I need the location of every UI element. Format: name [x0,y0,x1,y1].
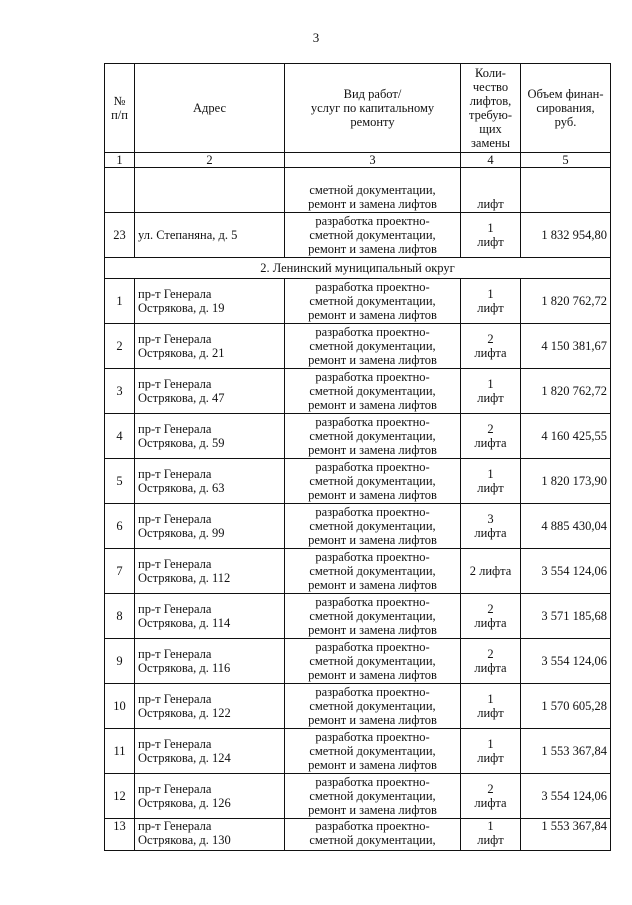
cell-work: разработка проектно- сметной документации, ремонт и замена лифтов [285,549,461,594]
cell-num: 2 [105,324,135,369]
cell-address: пр-т Генерала Острякова, д. 21 [135,324,285,369]
table-row [105,729,611,774]
cell-lifts: 2 лифта [461,594,521,639]
column-number: 2 [135,153,285,168]
financing-table [104,63,611,851]
cell-lifts: 1 лифт [461,279,521,324]
header-work: Вид работ/ услуг по капитальному ремонту [285,64,461,153]
header-address: Адрес [135,64,285,153]
cell-amount: 1 820 762,72 [521,369,611,414]
column-number-row [105,153,611,168]
cell-address: пр-т Генерала Острякова, д. 59 [135,414,285,459]
cell-work: разработка проектно- сметной документации, ремонт и замена лифтов [285,324,461,369]
cell-lifts: 2 лифта [461,414,521,459]
cell-lifts: 1 лифт [461,819,521,851]
cell-address: пр-т Генерала Острякова, д. 47 [135,369,285,414]
cell-work: разработка проектно- сметной документации, ремонт и замена лифтов [285,459,461,504]
cell-num: 6 [105,504,135,549]
cell-address: пр-т Генерала Острякова, д. 126 [135,774,285,819]
cell-lifts: лифт [461,168,521,213]
cell-address: пр-т Генерала Острякова, д. 112 [135,549,285,594]
header-amount: Объем финан- сирования, руб. [521,64,611,153]
cell-work: разработка проектно- сметной документации, ремонт и замена лифтов [285,369,461,414]
table-row [105,279,611,324]
cell-address: пр-т Генерала Острякова, д. 116 [135,639,285,684]
cell-num: 3 [105,369,135,414]
cell-work: разработка проектно- сметной документации, ремонт и замена лифтов [285,774,461,819]
cell-lifts: 2 лифта [461,639,521,684]
cell-lifts: 1 лифт [461,369,521,414]
cell-address [135,168,285,213]
cell-address: пр-т Генерала Острякова, д. 114 [135,594,285,639]
cell-work: разработка проектно- сметной документации, ремонт и замена лифтов [285,684,461,729]
cell-num: 4 [105,414,135,459]
table-row [105,594,611,639]
cell-work: разработка проектно- сметной документации, ремонт и замена лифтов [285,279,461,324]
table-row [105,549,611,594]
cell-lifts: 1 лифт [461,459,521,504]
section-row [105,258,611,279]
cell-amount: 1 820 762,72 [521,279,611,324]
cell-amount: 3 554 124,06 [521,639,611,684]
section-title: 2. Ленинский муниципальный округ [105,258,611,279]
cell-num: 5 [105,459,135,504]
column-number: 4 [461,153,521,168]
cell-work: разработка проектно- сметной документации, ремонт и замена лифтов [285,639,461,684]
cell-num: 9 [105,639,135,684]
table-row [105,213,611,258]
cell-address: пр-т Генерала Острякова, д. 124 [135,729,285,774]
section-rows [105,279,611,819]
cell-address: ул. Степаняна, д. 5 [135,213,285,258]
table-row [105,324,611,369]
column-number: 3 [285,153,461,168]
cell-lifts: 1 лифт [461,729,521,774]
cell-address: пр-т Генерала Острякова, д. 130 [135,819,285,851]
cell-work: разработка проектно- сметной документации, ремонт и замена лифтов [285,213,461,258]
continuation-row [105,168,611,213]
cell-amount: 4 885 430,04 [521,504,611,549]
cell-lifts: 2 лифта [461,324,521,369]
cell-num: 8 [105,594,135,639]
table-row [105,774,611,819]
table-row [105,414,611,459]
cell-num [105,168,135,213]
cell-amount: 1 820 173,90 [521,459,611,504]
cell-lifts: 3 лифта [461,504,521,549]
cell-address: пр-т Генерала Острякова, д. 99 [135,504,285,549]
cell-amount: 1 553 367,84 [521,729,611,774]
column-number: 5 [521,153,611,168]
header-row [105,64,611,153]
cell-amount [521,168,611,213]
cell-amount: 4 160 425,55 [521,414,611,459]
cell-lifts: 2 лифта [461,774,521,819]
column-number: 1 [105,153,135,168]
cell-amount: 1 832 954,80 [521,213,611,258]
cell-num: 1 [105,279,135,324]
table-row-last [105,819,611,851]
cell-amount: 3 571 185,68 [521,594,611,639]
cell-num: 23 [105,213,135,258]
cell-amount: 3 554 124,06 [521,774,611,819]
cell-work: разработка проектно- сметной документации, ремонт и замена лифтов [285,414,461,459]
cell-lifts: 1 лифт [461,213,521,258]
cell-amount: 1 570 605,28 [521,684,611,729]
cell-amount: 4 150 381,67 [521,324,611,369]
cell-num: 7 [105,549,135,594]
cell-work: сметной документации, ремонт и замена лифтов [285,168,461,213]
table-row [105,369,611,414]
cell-amount: 1 553 367,84 [521,819,611,851]
cell-num: 12 [105,774,135,819]
cell-address: пр-т Генерала Острякова, д. 19 [135,279,285,324]
cell-work: разработка проектно- сметной документации, [285,819,461,851]
cell-lifts: 1 лифт [461,684,521,729]
page-number: 3 [312,30,320,45]
table-row [105,684,611,729]
header-num: № п/п [105,64,135,153]
cell-num: 10 [105,684,135,729]
table-row [105,504,611,549]
cell-amount: 3 554 124,06 [521,549,611,594]
cell-lifts: 2 лифта [461,549,521,594]
table-row [105,459,611,504]
cell-num: 13 [105,819,135,851]
cell-work: разработка проектно- сметной документации, ремонт и замена лифтов [285,504,461,549]
cell-address: пр-т Генерала Острякова, д. 63 [135,459,285,504]
table-row [105,639,611,684]
cell-num: 11 [105,729,135,774]
cell-address: пр-т Генерала Острякова, д. 122 [135,684,285,729]
cell-work: разработка проектно- сметной документации, ремонт и замена лифтов [285,729,461,774]
cell-work: разработка проектно- сметной документации, ремонт и замена лифтов [285,594,461,639]
header-lifts: Коли- чество лифтов, требую- щих замены [461,64,521,153]
